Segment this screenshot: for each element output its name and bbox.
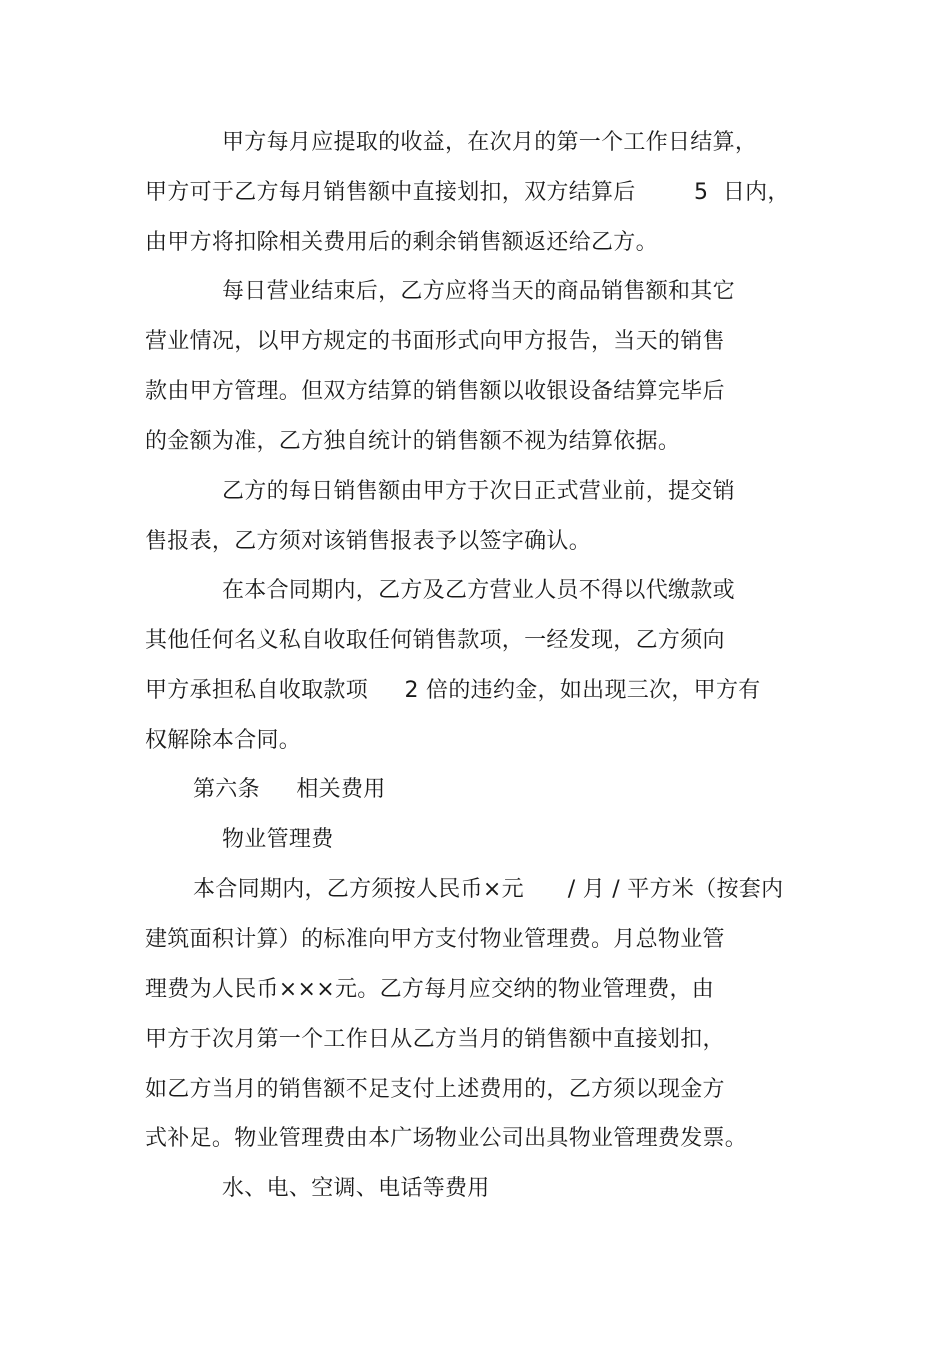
text-line: 在本合同期内，乙方及乙方营业人员不得以代缴款或	[222, 578, 735, 603]
text-line: 甲方可于乙方每月销售额中直接划扣，双方结算后 5 日内，	[145, 180, 790, 205]
text-line: 售报表，乙方须对该销售报表予以签字确认。	[145, 529, 592, 554]
text-line: 建筑面积计算）的标准向甲方支付物业管理费。月总物业管	[145, 927, 725, 952]
text-line: 的金额为准，乙方独自统计的销售额不视为结算依据。	[145, 429, 681, 454]
text-line: 甲方承担私自收取款项 2 倍的违约金，如出现三次，甲方有	[145, 678, 761, 703]
text-line: 由甲方将扣除相关费用后的剩余销售额返还给乙方。	[145, 230, 658, 255]
subsection-heading: 物业管理费	[222, 827, 334, 852]
text-line: 每日营业结束后，乙方应将当天的商品销售额和其它	[222, 279, 735, 304]
section-heading: 第六条 相关费用	[193, 777, 386, 802]
text-line: 营业情况，以甲方规定的书面形式向甲方报告，当天的销售	[145, 329, 725, 354]
text-line: 甲方每月应提取的收益，在次月的第一个工作日结算，	[222, 130, 758, 155]
text-line: 式补足。物业管理费由本广场物业公司出具物业管理费发票。	[145, 1126, 748, 1151]
text-line: 本合同期内，乙方须按人民币×元 / 月 / 平方米（按套内	[193, 877, 784, 902]
subsection-heading: 水、电、空调、电话等费用	[222, 1176, 490, 1201]
text-line: 乙方的每日销售额由甲方于次日正式营业前，提交销	[222, 479, 735, 504]
text-line: 权解除本合同。	[145, 728, 302, 753]
text-line: 如乙方当月的销售额不足支付上述费用的，乙方须以现金方	[145, 1077, 725, 1102]
text-line: 款由甲方管理。但双方结算的销售额以收银设备结算完毕后	[145, 379, 725, 404]
text-line: 甲方于次月第一个工作日从乙方当月的销售额中直接划扣，	[145, 1027, 725, 1052]
text-line: 其他任何名义私自收取任何销售款项，一经发现，乙方须向	[145, 628, 725, 653]
text-line: 理费为人民币×××元。乙方每月应交纳的物业管理费，由	[145, 977, 715, 1002]
